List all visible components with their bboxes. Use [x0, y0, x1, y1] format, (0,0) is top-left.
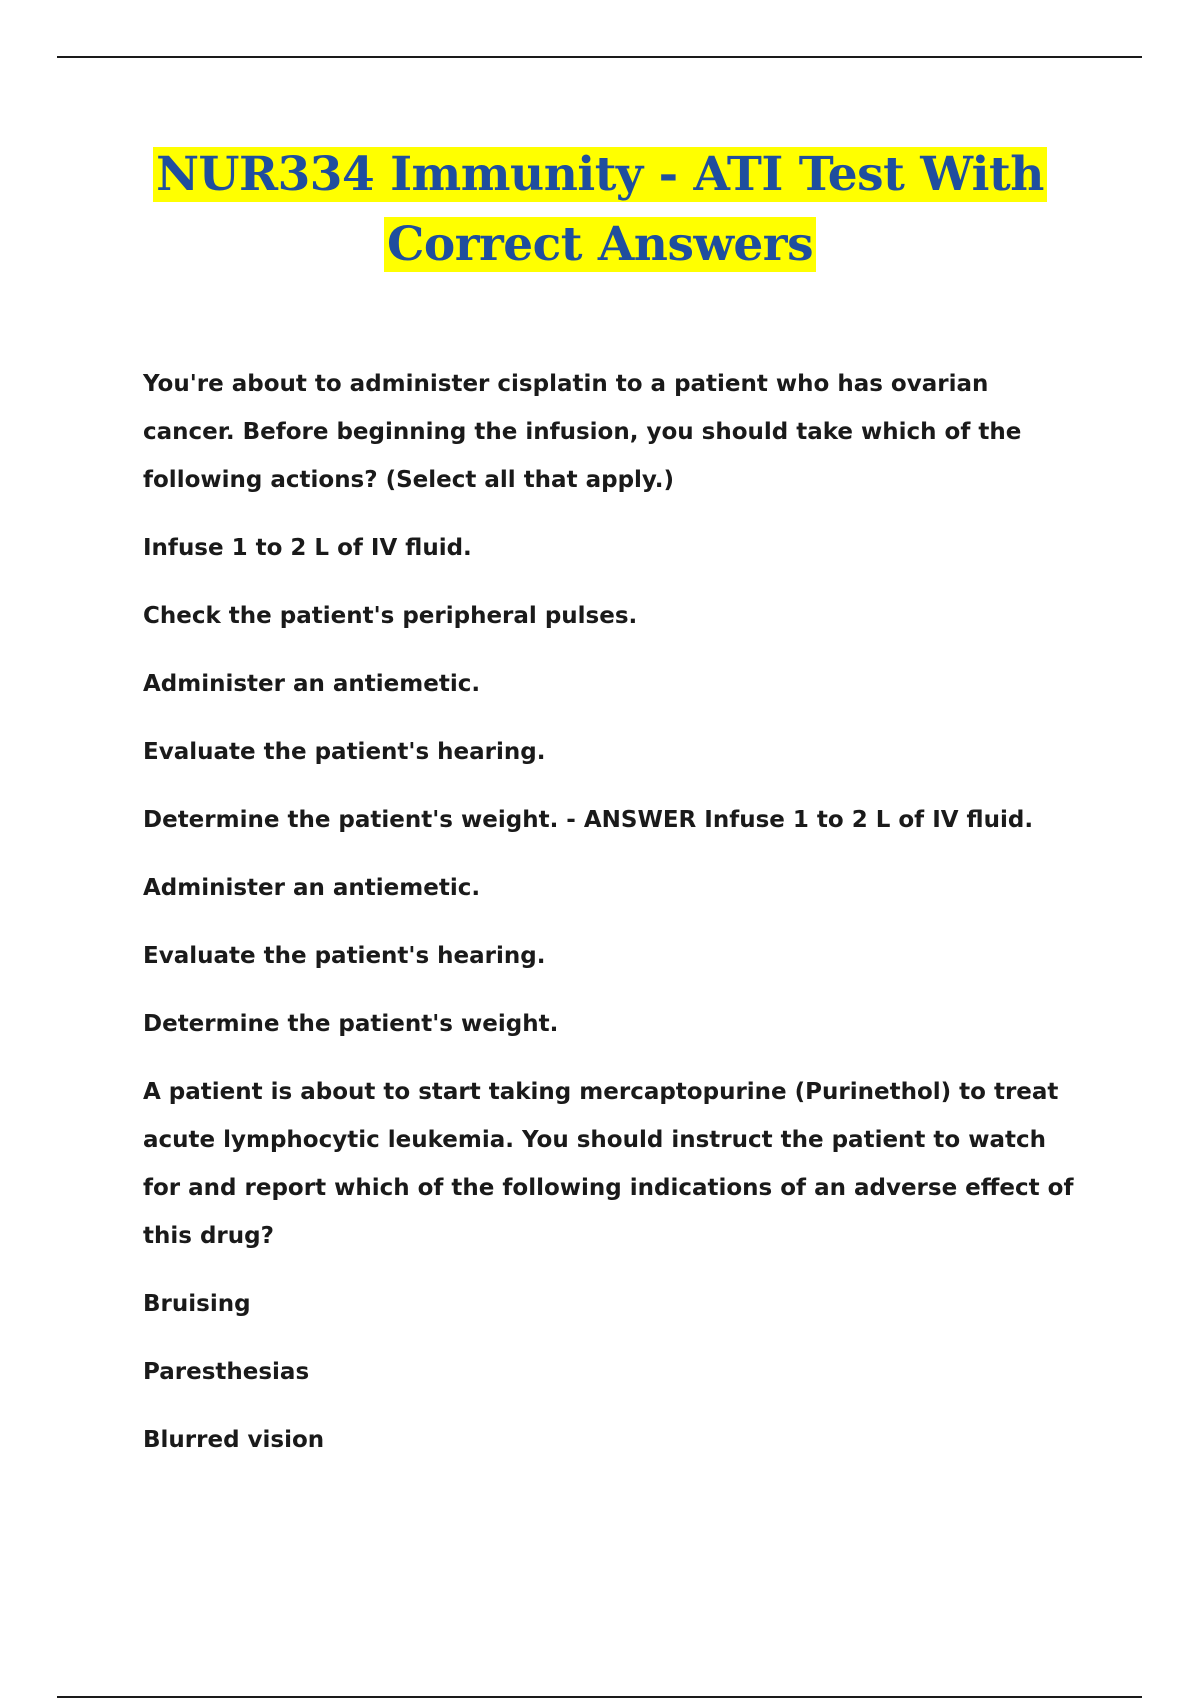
document-title: [60, 140, 1140, 280]
question-1-answer-item: Determine the patient's weight.: [143, 1011, 559, 1037]
bottom-divider: [57, 1696, 1142, 1698]
question-1-answer-item: Administer an antiemetic.: [143, 875, 481, 901]
question-1-answer: Determine the patient's weight. - ANSWER Infuse 1 to 2 L of IV fluid.: [143, 807, 1034, 833]
title-line-1: NUR334 Immunity - ATI Test With: [153, 147, 1047, 202]
question-2-stem: A patient is about to start taking mercaptopurine (Purinethol) to treat acute lymphocytic leukemia. You should instruct the patient to watch for and report which of the following indications of an adverse effect of this drug?: [143, 1079, 1074, 1249]
question-1-option: Infuse 1 to 2 L of IV fluid.: [143, 535, 472, 561]
question-1-stem: You're about to administer cisplatin to a patient who has ovarian cancer. Before beginning the infusion, you should take which of the following actions? (Select all that apply.): [143, 371, 1022, 493]
question-1-option: Administer an antiemetic.: [143, 671, 481, 697]
document-body: [143, 370, 1083, 1484]
question-1-answer-item: Evaluate the patient's hearing.: [143, 943, 546, 969]
question-1-option: Check the patient's peripheral pulses.: [143, 603, 638, 629]
question-2-option: Paresthesias: [143, 1359, 310, 1385]
question-2-option: Bruising: [143, 1291, 251, 1317]
question-1-option: Evaluate the patient's hearing.: [143, 739, 546, 765]
top-divider: [57, 56, 1142, 58]
title-line-2: Correct Answers: [384, 217, 816, 272]
question-2-option: Blurred vision: [143, 1427, 325, 1453]
